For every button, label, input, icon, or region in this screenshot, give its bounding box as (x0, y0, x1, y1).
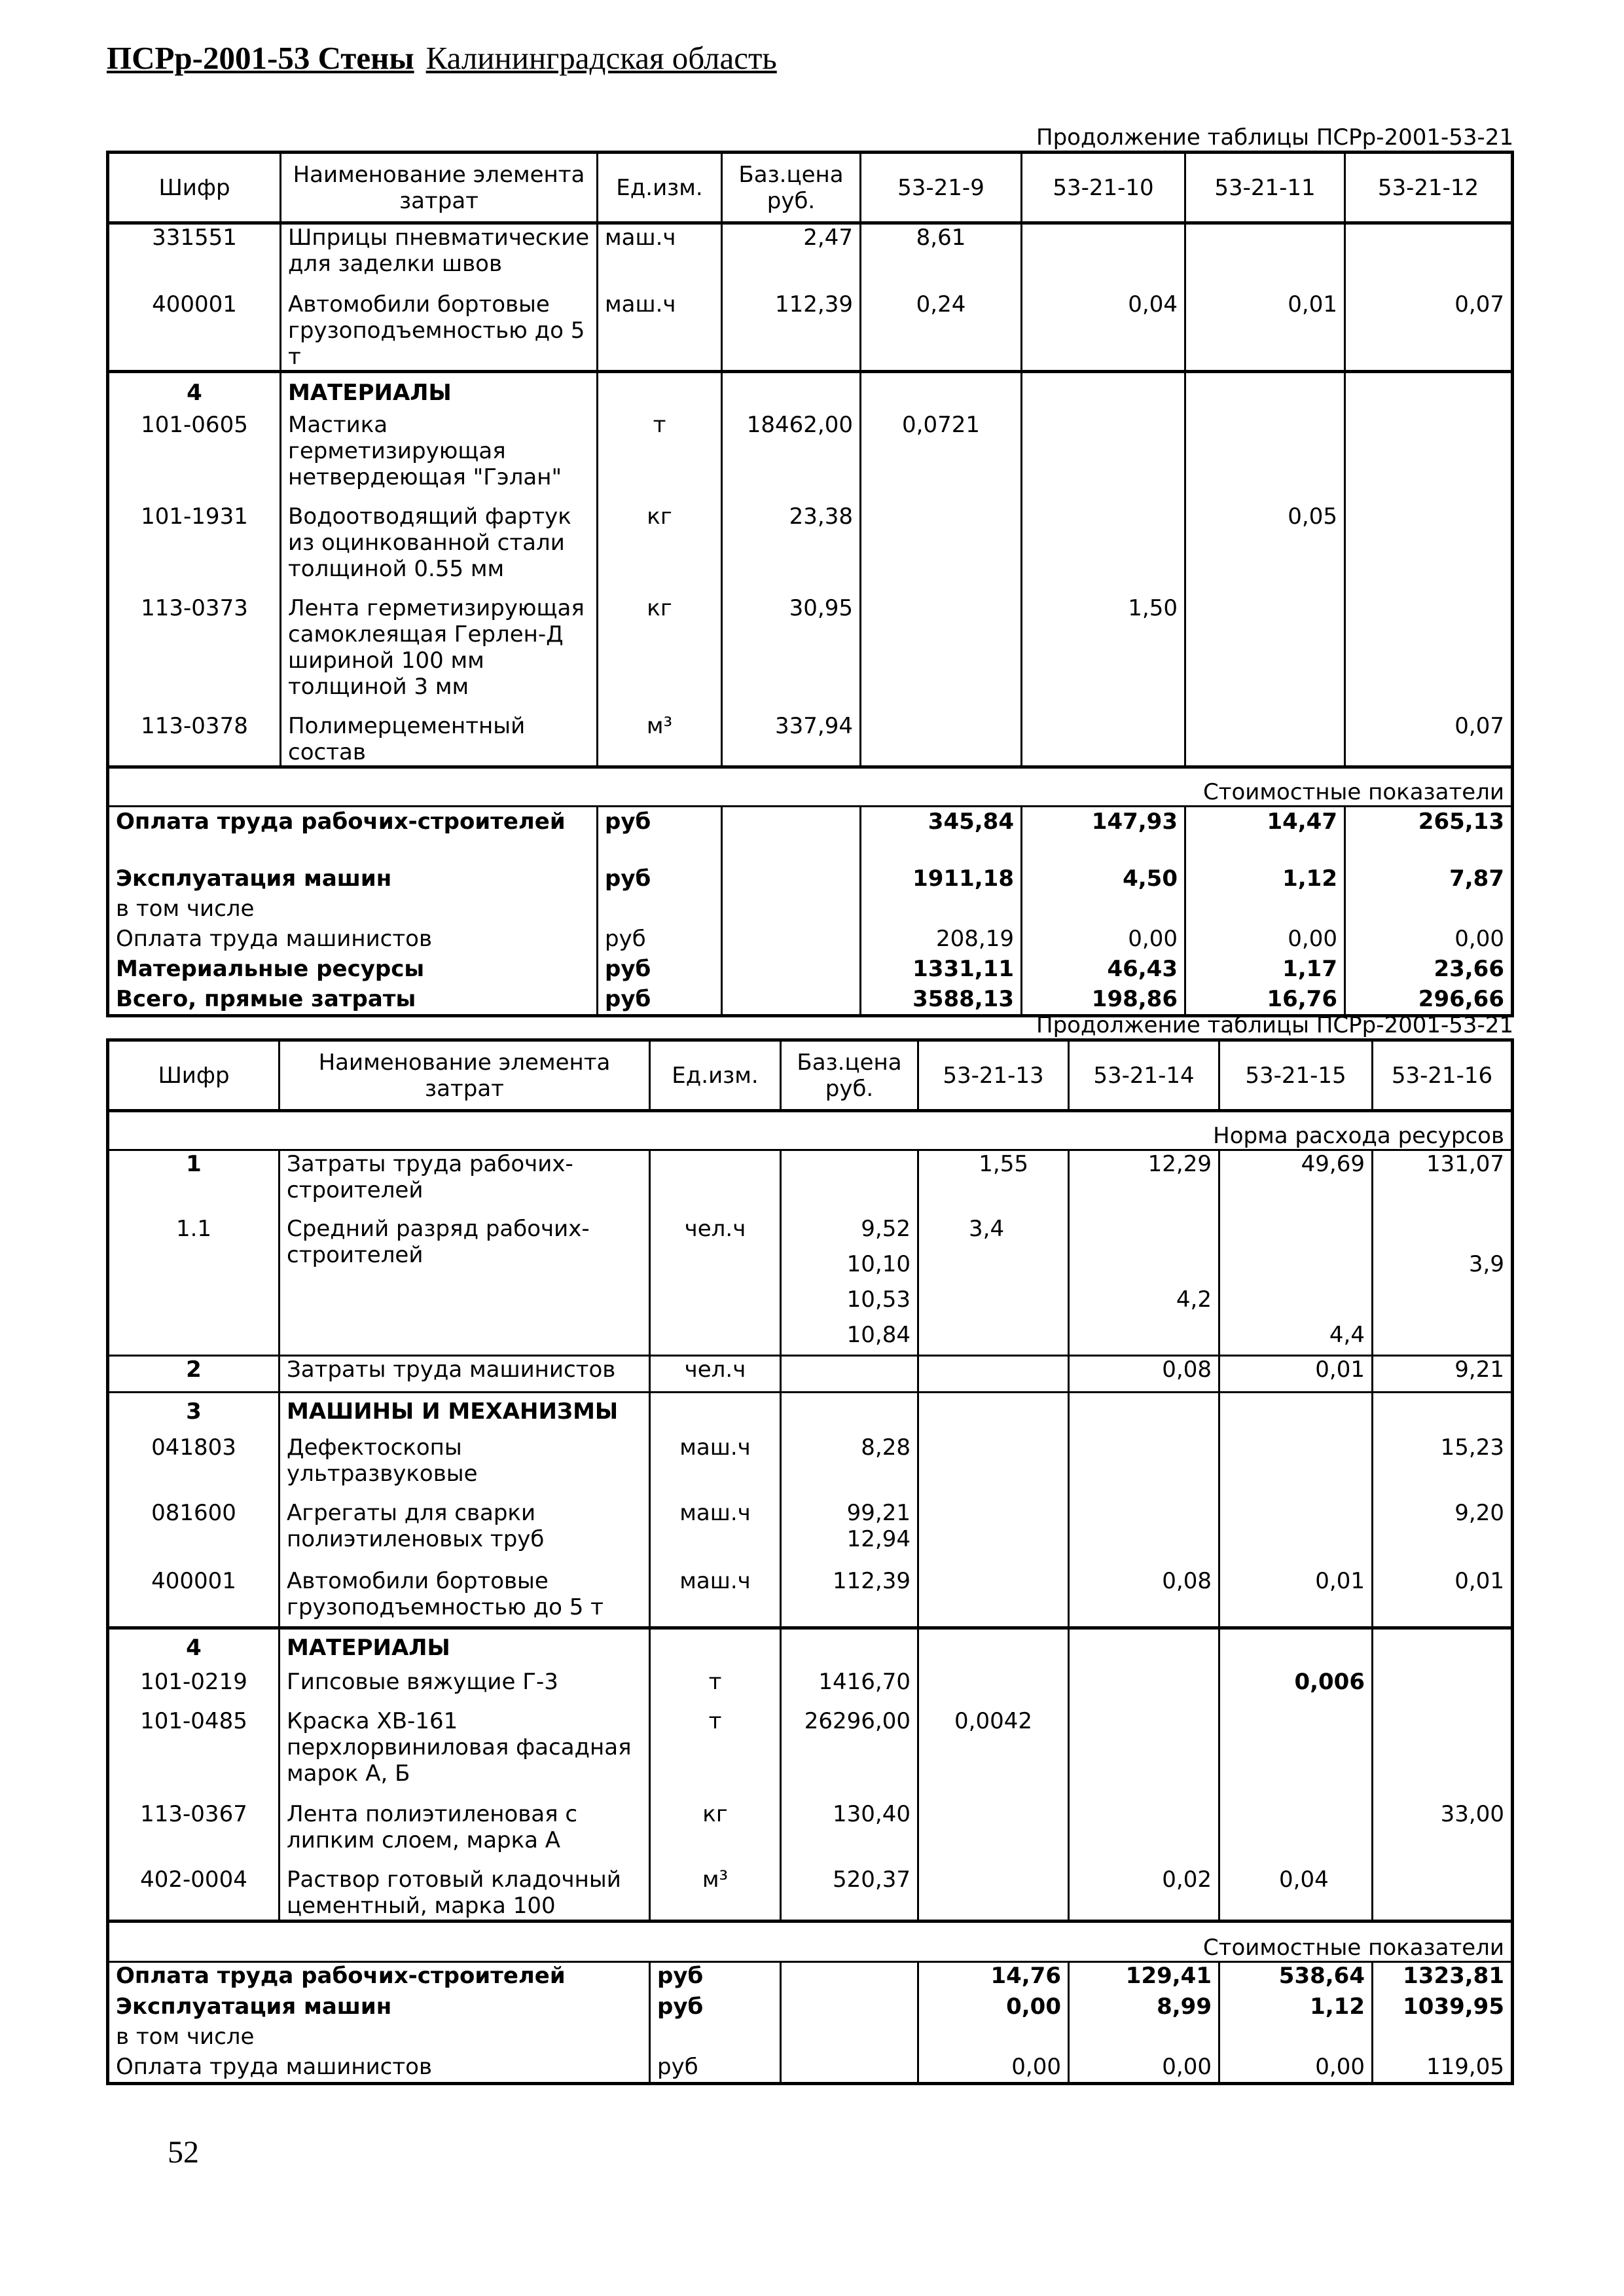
cell-value (1345, 503, 1513, 595)
cell-code: 101-1931 (108, 503, 281, 595)
cell-name: Затраты труда рабочих-строителей (280, 1150, 650, 1216)
col-header: Наименование элемента затрат (281, 153, 598, 223)
cell-value (1069, 1801, 1219, 1867)
cell-value (861, 595, 1022, 713)
cell-value (1219, 1801, 1373, 1867)
cost-value: 1911,18 (861, 866, 1022, 896)
cell-value: 9,21 (1373, 1356, 1513, 1393)
cost-value: 1,17 (1185, 956, 1345, 986)
cell-value (1219, 1434, 1373, 1500)
table2 (106, 1038, 1514, 2085)
cell-code: 113-0373 (108, 595, 281, 713)
cell-value (1185, 223, 1345, 291)
cost-unit: руб (598, 986, 722, 1016)
cell-value (918, 1286, 1069, 1322)
section-code: 4 (108, 1628, 280, 1669)
cost-value: 16,76 (1185, 986, 1345, 1016)
cost-row (108, 2024, 1513, 2054)
col-header: 53-21-15 (1219, 1040, 1373, 1111)
cell-value: 1,50 (1022, 595, 1185, 713)
cell-unit: т (650, 1708, 781, 1801)
cost-label: Оплата труда машинистов (108, 926, 598, 956)
cell-name: Шприцы пневматические для заделки швов (281, 223, 598, 291)
col-header: 53-21-14 (1069, 1040, 1219, 1111)
cell-value: 131,07 (1373, 1150, 1513, 1216)
cost-value: 0,00 (1185, 926, 1345, 956)
cell-value (861, 713, 1022, 767)
cost-row (108, 1962, 1513, 1994)
table-row (108, 412, 1513, 503)
cost-value: 1,12 (1219, 1994, 1373, 2024)
cell-value: 4,2 (1069, 1286, 1219, 1322)
cell-name: Краска ХВ-161 перхлорвиниловая фасадная марок А, Б (280, 1708, 650, 1801)
cell-value (1219, 1216, 1373, 1251)
col-header: 53-21-13 (918, 1040, 1069, 1111)
cost-value: 0,00 (918, 2054, 1069, 2084)
cell-value: 33,00 (1373, 1801, 1513, 1867)
cell-value (918, 1568, 1069, 1628)
cell-value (1219, 1500, 1373, 1568)
col-header: 53-21-11 (1185, 153, 1345, 223)
cell-value (918, 1500, 1069, 1568)
cost-label: Оплата труда рабочих-строителей (108, 807, 598, 866)
cost-value: 147,93 (1022, 807, 1185, 866)
cell-value (918, 1434, 1069, 1500)
section-row (108, 1393, 1513, 1434)
cell-name: Затраты труда машинистов (280, 1356, 650, 1393)
cell-price: 99,21 (846, 1499, 911, 1526)
cell-unit: чел.ч (650, 1216, 781, 1356)
cost-value: 14,76 (918, 1962, 1069, 1994)
cell-price: 10,84 (781, 1322, 918, 1356)
cell-code: 081600 (108, 1500, 280, 1568)
cell-unit: маш.ч (650, 1568, 781, 1628)
cell-value: 0,04 (1219, 1867, 1373, 1922)
col-header: Ед.изм. (598, 153, 722, 223)
cell-price: 112,39 (722, 291, 861, 372)
cell-price: 337,94 (722, 713, 861, 767)
cell-code: 331551 (108, 223, 281, 291)
cell-value (918, 1356, 1069, 1393)
cell-value (1022, 412, 1185, 503)
cell-unit: маш.ч (598, 223, 722, 291)
cell-value (1219, 1251, 1373, 1286)
norm-header: Норма расхода ресурсов (108, 1111, 1513, 1150)
cell-value: 3,4 (918, 1216, 1069, 1251)
col-header: 53-21-9 (861, 153, 1022, 223)
cost-header-row (108, 767, 1513, 807)
cost-value: 119,05 (1373, 2054, 1513, 2084)
cell-value (918, 1801, 1069, 1867)
cost-row (108, 986, 1513, 1016)
cell-price-pair (781, 1500, 918, 1568)
cell-value (918, 1669, 1069, 1708)
cost-value: 0,00 (1345, 926, 1513, 956)
cell-value (1069, 1500, 1219, 1568)
cell-value: 0,05 (1185, 503, 1345, 595)
cell-unit: маш.ч (650, 1500, 781, 1568)
cost-value: 1039,95 (1373, 1994, 1513, 2024)
cost-value: 3588,13 (861, 986, 1022, 1016)
cell-price: 26296,00 (781, 1708, 918, 1801)
section-title: МАТЕРИАЛЫ (281, 371, 598, 412)
cell-name: Автомобили бортовые грузоподъемностью до 5 т (280, 1568, 650, 1628)
cost-label: Всего, прямые затраты (108, 986, 598, 1016)
section-row (108, 371, 1513, 412)
cost-value: 0,00 (1022, 926, 1185, 956)
cost-value: 345,84 (861, 807, 1022, 866)
cell-value (1022, 503, 1185, 595)
cell-price: 23,38 (722, 503, 861, 595)
cell-name: Водоотводящий фартук из оцинкованной стали толщиной 0.55 мм (281, 503, 598, 595)
table-row (108, 1708, 1513, 1801)
cell-value (1345, 223, 1513, 291)
cell-value (1069, 1708, 1219, 1801)
cell-unit: кг (650, 1801, 781, 1867)
cell-unit: кг (598, 503, 722, 595)
cost-label: Оплата труда рабочих-строителей (108, 1962, 650, 1994)
cell-name: Мастика герметизирующая нетвердеющая "Гэлан" (281, 412, 598, 503)
section-title: МАТЕРИАЛЫ (280, 1628, 650, 1669)
cell-name: Лента полиэтиленовая с липким слоем, марка А (280, 1801, 650, 1867)
cell-value (1373, 1669, 1513, 1708)
cell-price: 520,37 (781, 1867, 918, 1922)
cell-value: 0,01 (1219, 1356, 1373, 1393)
col-header: Шифр (108, 153, 281, 223)
cost-row (108, 2054, 1513, 2084)
cost-label: в том числе (108, 896, 598, 926)
cell-code: 400001 (108, 291, 281, 372)
table-row (108, 1669, 1513, 1708)
cell-price: 10,53 (781, 1286, 918, 1322)
cost-row (108, 896, 1513, 926)
cost-value: 7,87 (1345, 866, 1513, 896)
cell-value (1219, 1708, 1373, 1801)
cell-value (1185, 412, 1345, 503)
cell-value: 12,29 (1069, 1150, 1219, 1216)
table-row (108, 1150, 1513, 1216)
cell-value (918, 1867, 1069, 1922)
cell-value (1219, 1286, 1373, 1322)
cell-price: 8,28 (781, 1434, 918, 1500)
cell-name: Гипсовые вяжущие Г-3 (280, 1669, 650, 1708)
table-row (108, 1568, 1513, 1628)
cell-value (1345, 595, 1513, 713)
cell-value: 0,24 (861, 291, 1022, 372)
cell-value: 0,01 (1219, 1568, 1373, 1628)
table-row (108, 713, 1513, 767)
cost-header: Стоимостные показатели (108, 1922, 1513, 1962)
cell-unit: м³ (650, 1867, 781, 1922)
cost-value: 1323,81 (1373, 1962, 1513, 1994)
cost-value: 0,00 (1069, 2054, 1219, 2084)
cost-value: 198,86 (1022, 986, 1185, 1016)
cost-row (108, 1994, 1513, 2024)
cell-name: Лента герметизирующая самоклеящая Герлен-Д шириной 100 мм толщиной 3 мм (281, 595, 598, 713)
cell-name: Автомобили бортовые грузоподъемностью до 5 т (281, 291, 598, 372)
cell-price-secondary: 12,94 (846, 1525, 911, 1552)
cost-value: 1331,11 (861, 956, 1022, 986)
cell-value (1022, 713, 1185, 767)
cell-value (861, 503, 1022, 595)
cost-value: 23,66 (1345, 956, 1513, 986)
cost-value: 14,47 (1185, 807, 1345, 866)
col-header: Баз.цена руб. (781, 1040, 918, 1111)
cost-unit: руб (598, 926, 722, 956)
cell-value: 0,0721 (861, 412, 1022, 503)
cost-value: 0,00 (1219, 2054, 1373, 2084)
cell-value: 8,61 (861, 223, 1022, 291)
cost-row (108, 956, 1513, 986)
cell-value (1069, 1434, 1219, 1500)
cost-unit: руб (650, 1962, 781, 1994)
cell-value (1185, 595, 1345, 713)
cell-unit: т (650, 1669, 781, 1708)
cost-label: Эксплуатация машин (108, 866, 598, 896)
table1-header-row (108, 153, 1513, 223)
cell-code: 101-0605 (108, 412, 281, 503)
cost-row (108, 866, 1513, 896)
cell-unit: маш.ч (598, 291, 722, 372)
cell-code: 2 (108, 1356, 280, 1393)
cost-label: Материальные ресурсы (108, 956, 598, 986)
cost-unit: руб (598, 956, 722, 986)
cell-code: 402-0004 (108, 1867, 280, 1922)
table2-header-row (108, 1040, 1513, 1111)
cell-unit: маш.ч (650, 1434, 781, 1500)
cost-unit: руб (598, 866, 722, 896)
page-number: 52 (168, 2135, 199, 2170)
cell-value: 9,20 (1373, 1500, 1513, 1568)
cell-unit: чел.ч (650, 1356, 781, 1393)
cell-value: 15,23 (1373, 1434, 1513, 1500)
section-row (108, 1628, 1513, 1669)
cell-unit: кг (598, 595, 722, 713)
cell-value: 0,01 (1185, 291, 1345, 372)
cell-price: 30,95 (722, 595, 861, 713)
cell-value (1373, 1216, 1513, 1251)
cell-value (1373, 1286, 1513, 1322)
cell-value: 0,08 (1069, 1568, 1219, 1628)
cost-value: 208,19 (861, 926, 1022, 956)
cell-name: Дефектоскопы ультразвуковые (280, 1434, 650, 1500)
section-title: МАШИНЫ И МЕХАНИЗМЫ (280, 1393, 650, 1434)
cost-label: Оплата труда машинистов (108, 2054, 650, 2084)
cell-value (1022, 223, 1185, 291)
cell-value: 3,9 (1373, 1251, 1513, 1286)
cost-value: 8,99 (1069, 1994, 1219, 2024)
table-row (108, 1434, 1513, 1500)
cell-name: Раствор готовый кладочный цементный, марка 100 (280, 1867, 650, 1922)
cell-value: 0,04 (1022, 291, 1185, 372)
table-row (108, 1500, 1513, 1568)
section-code: 4 (108, 371, 281, 412)
cell-name: Агрегаты для сварки полиэтиленовых труб (280, 1500, 650, 1568)
cell-price: 18462,00 (722, 412, 861, 503)
cell-value: 0,006 (1219, 1669, 1373, 1708)
cell-price: 2,47 (722, 223, 861, 291)
cost-unit: руб (598, 807, 722, 866)
table-row (108, 1801, 1513, 1867)
cell-code: 113-0378 (108, 713, 281, 767)
cell-value (1373, 1322, 1513, 1356)
table-row (108, 1867, 1513, 1922)
cell-price: 130,40 (781, 1801, 918, 1867)
cell-value (1069, 1216, 1219, 1251)
cell-name: Полимерцементный состав (281, 713, 598, 767)
cost-row (108, 926, 1513, 956)
cell-value (1069, 1669, 1219, 1708)
header-region: Калининградская область (425, 40, 777, 76)
cell-price: 112,39 (781, 1568, 918, 1628)
cell-value (1069, 1322, 1219, 1356)
cell-code: 113-0367 (108, 1801, 280, 1867)
cell-code: 400001 (108, 1568, 280, 1628)
cost-unit: руб (650, 2054, 781, 2084)
cell-value: 4,4 (1219, 1322, 1373, 1356)
cost-label: Эксплуатация машин (108, 1994, 650, 2024)
cell-value: 49,69 (1219, 1150, 1373, 1216)
cell-value: 0,02 (1069, 1867, 1219, 1922)
table-row (108, 595, 1513, 713)
cell-value: 0,07 (1345, 713, 1513, 767)
cell-value: 0,07 (1345, 291, 1513, 372)
cost-row (108, 807, 1513, 866)
cost-value: 129,41 (1069, 1962, 1219, 1994)
col-header: Наименование элемента затрат (280, 1040, 650, 1111)
table-row (108, 1356, 1513, 1393)
cost-value: 296,66 (1345, 986, 1513, 1016)
cost-value: 265,13 (1345, 807, 1513, 866)
cell-value (918, 1251, 1069, 1286)
cell-value: 0,01 (1373, 1568, 1513, 1628)
cost-label: в том числе (108, 2024, 650, 2054)
table-row (108, 1216, 1513, 1251)
cell-value: 1,55 (918, 1150, 1069, 1216)
cost-value: 0,00 (918, 1994, 1069, 2024)
table-row (108, 503, 1513, 595)
cell-value (1373, 1867, 1513, 1922)
cell-value (1345, 412, 1513, 503)
cell-value (1185, 713, 1345, 767)
cost-value: 4,50 (1022, 866, 1185, 896)
col-header: 53-21-10 (1022, 153, 1185, 223)
cell-value (1373, 1708, 1513, 1801)
col-header: Баз.цена руб. (722, 153, 861, 223)
col-header: Ед.изм. (650, 1040, 781, 1111)
cell-code: 1.1 (108, 1216, 280, 1356)
table1-continuation: Продолжение таблицы ПСРр-2001-53-21 (1036, 124, 1514, 151)
norm-header-row (108, 1111, 1513, 1150)
cell-name: Средний разряд рабочих-строителей (280, 1216, 650, 1356)
cost-value: 538,64 (1219, 1962, 1373, 1994)
cell-price: 1416,70 (781, 1669, 918, 1708)
header-code: ПСРр-2001-53 Стены (107, 40, 414, 76)
cell-code: 101-0219 (108, 1669, 280, 1708)
table-row (108, 223, 1513, 291)
cell-unit: м³ (598, 713, 722, 767)
cell-value: 0,08 (1069, 1356, 1219, 1393)
cell-code: 101-0485 (108, 1708, 280, 1801)
cost-header: Стоимостные показатели (108, 767, 1513, 807)
table1 (106, 151, 1514, 1017)
col-header: 53-21-16 (1373, 1040, 1513, 1111)
section-code: 3 (108, 1393, 280, 1434)
cost-value: 46,43 (1022, 956, 1185, 986)
document-header (107, 39, 777, 77)
cost-value: 1,12 (1185, 866, 1345, 896)
col-header: 53-21-12 (1345, 153, 1513, 223)
table-row (108, 291, 1513, 372)
cell-unit: т (598, 412, 722, 503)
cost-header-row (108, 1922, 1513, 1962)
cell-price: 9,52 (781, 1216, 918, 1251)
table2-continuation: Продолжение таблицы ПСРр-2001-53-21 (1036, 1012, 1514, 1038)
cell-value (918, 1322, 1069, 1356)
cell-value: 0,0042 (918, 1708, 1069, 1801)
cost-unit: руб (650, 1994, 781, 2024)
cell-price: 10,10 (781, 1251, 918, 1286)
cell-code: 1 (108, 1150, 280, 1216)
col-header: Шифр (108, 1040, 280, 1111)
cell-code: 041803 (108, 1434, 280, 1500)
cell-value (1069, 1251, 1219, 1286)
